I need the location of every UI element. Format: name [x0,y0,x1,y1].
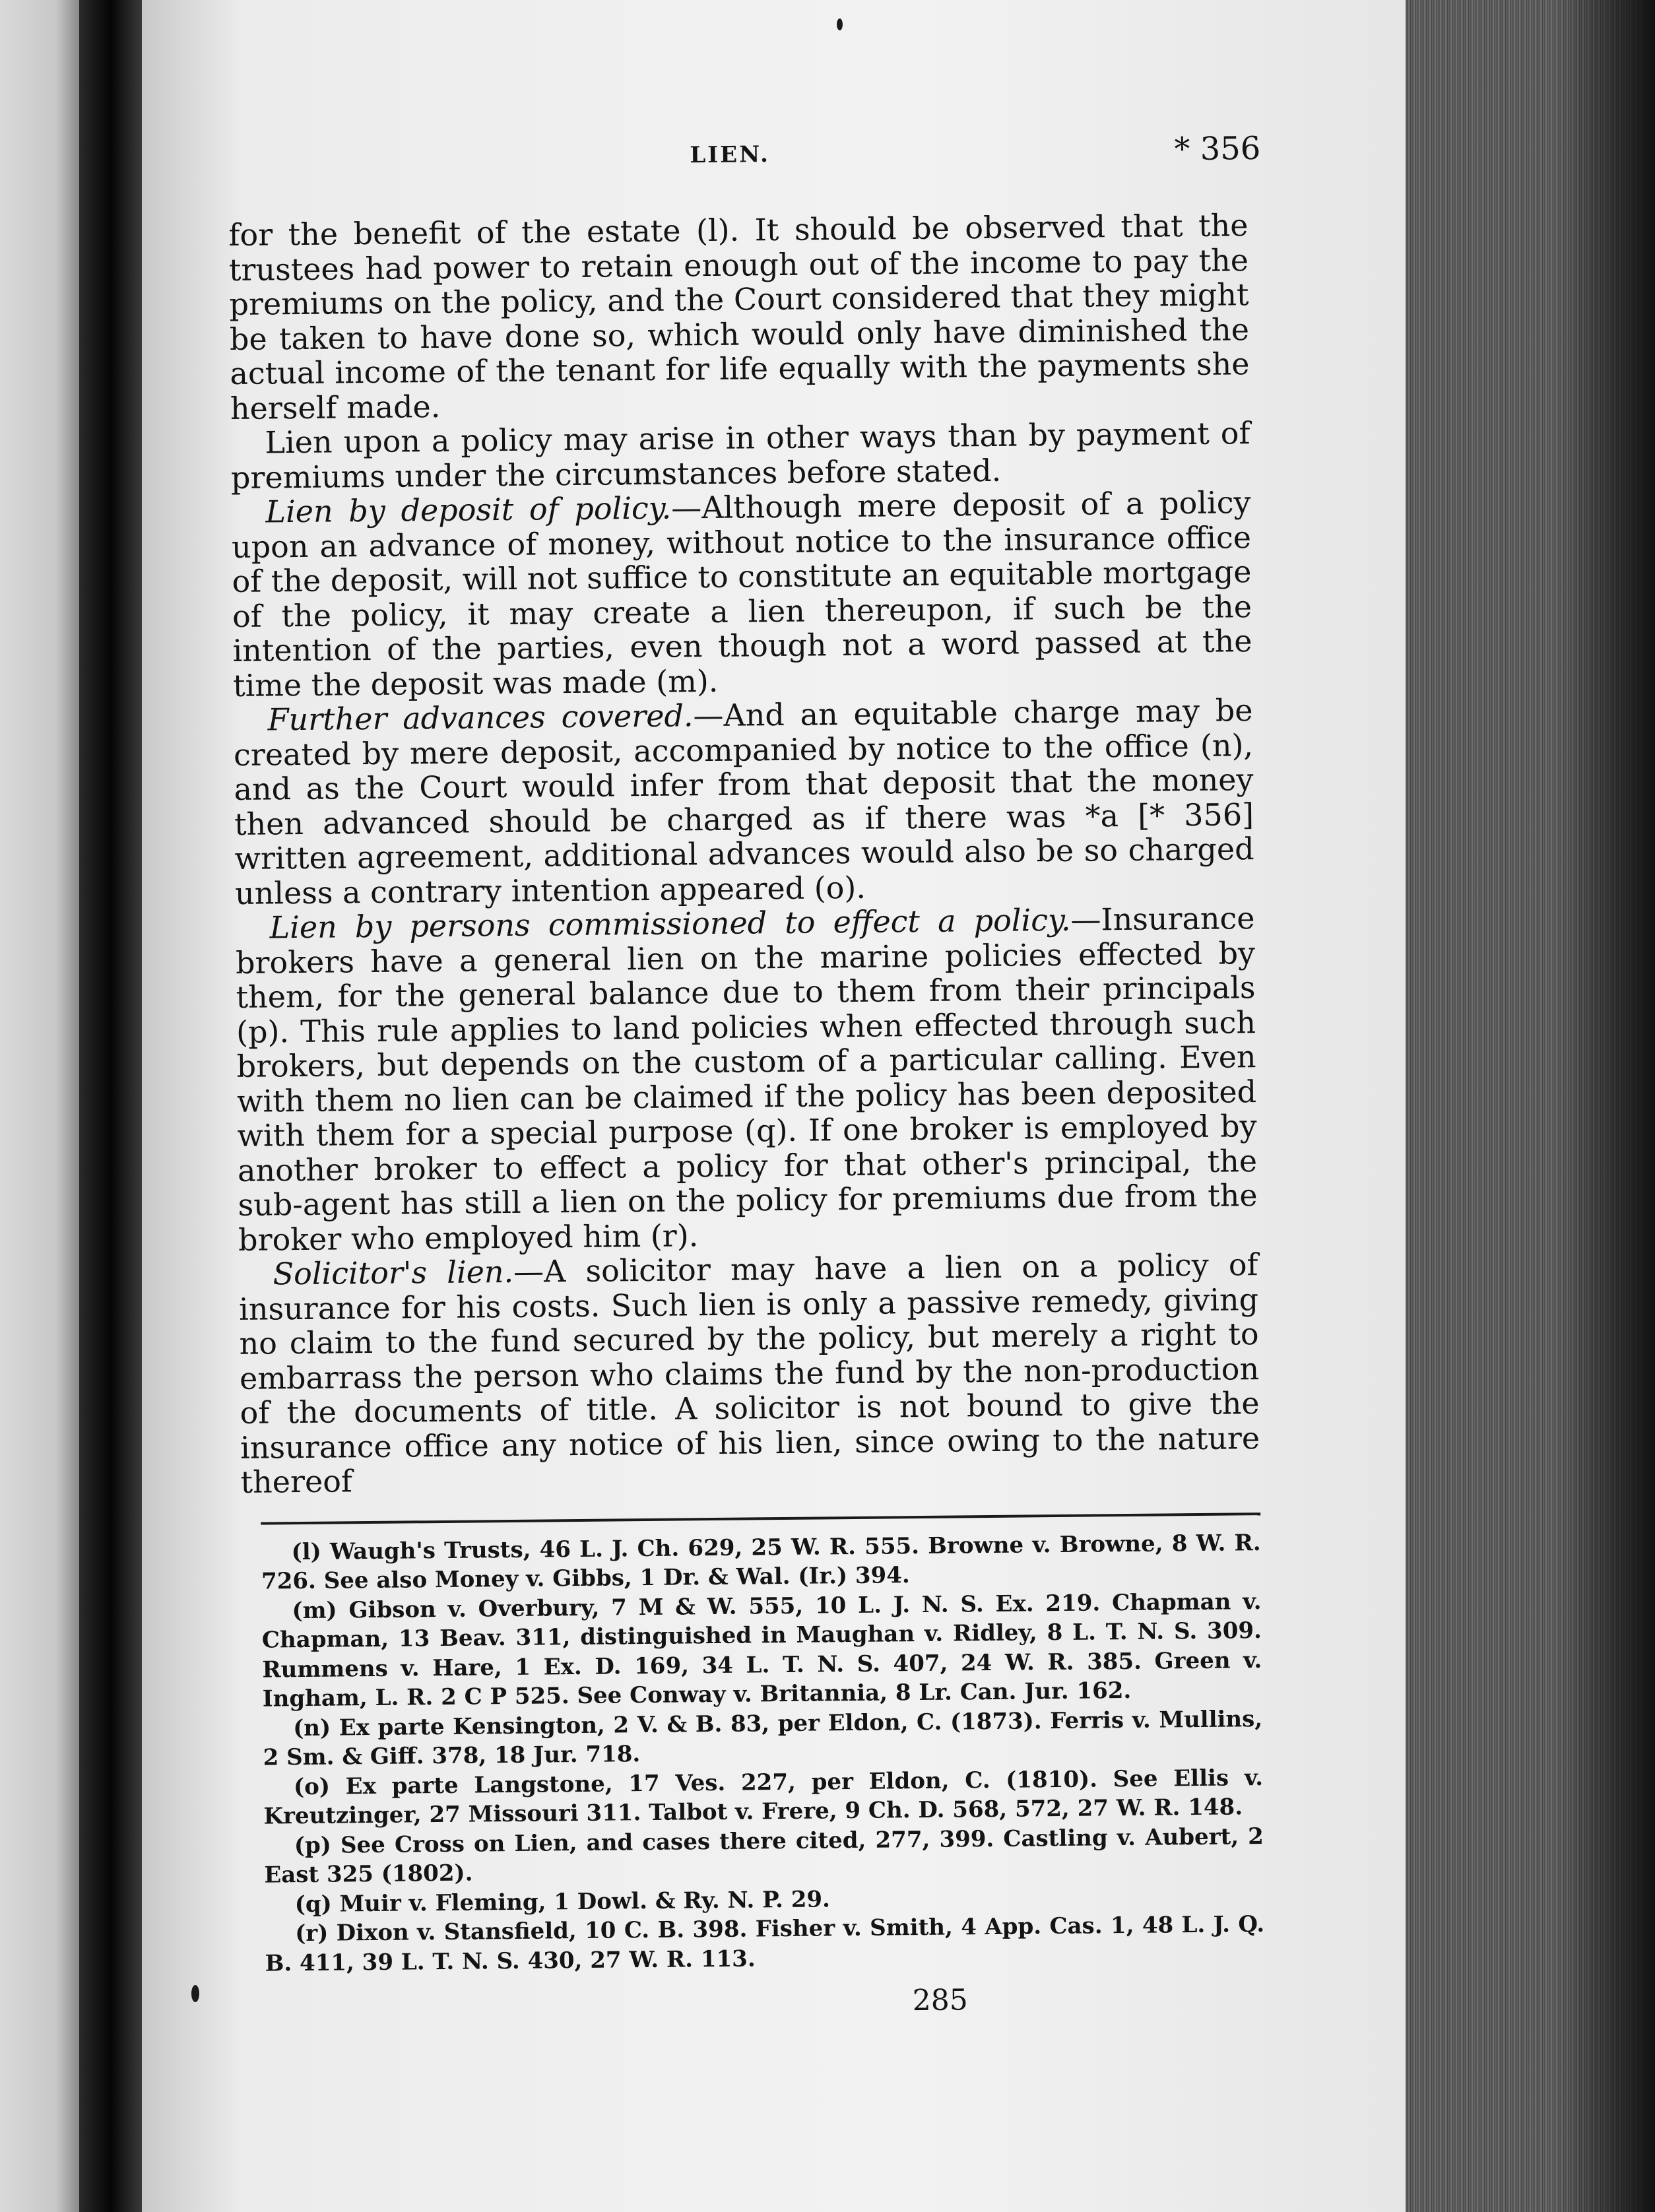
footnote: (r) Dixon v. Stansfield, 10 C. B. 398. Fisher v. Smith, 4 App. Cas. 1, 48 L. J. Q. B. 411, 39 L. T. N. S. 430, 27 W. R. 113. [265,1911,1265,1977]
running-head-title: LIEN. [690,141,771,169]
facing-page-edge [0,0,79,2212]
paragraph: Further advances covered.—And an equitable charge may be created by mere deposit, accompanied by notice to the office (n), and as the Court would infer from that deposit that the money then advanced should be charged as if there was *a [* 356] written agreement, additional advances would also be so charged unless a contrary intention appeared (o). [233,692,1254,911]
footnote: (l) Waugh's Trusts, 46 L. J. Ch. 629, 25 W. R. 555. Browne v. Browne, 8 W. R. 726. See also Money v. Gibbs, 1 Dr. & Wal. (Ir.) 394. [261,1529,1261,1595]
side-heading: Further advances covered. [267,698,694,738]
footnote: (p) See Cross on Lien, and cases there cited, 277, 399. Castling v. Aubert, 2 East 325 (1802). [264,1823,1264,1889]
book-gutter [79,0,142,2212]
ink-speck [191,1985,199,2002]
page-stack-edges [1406,0,1655,2212]
footnote: (n) Ex parte Kensington, 2 V. & B. 83, per Eldon, C. (1873). Ferris v. Mullins, 2 Sm. & Giff. 378, 18 Jur. 718. [263,1705,1263,1771]
paragraph: Solicitor's lien.—A solicitor may have a lien on a policy of insurance for his costs. Such lien is only a passive remedy, giving no claim to the fund secured by the policy, but merely a right to embarrass the person who claims the fund by the non-production of the documents of title. A solicitor is not bound to give the insurance office any notice of his lien, since owing to the nature thereof [238,1247,1260,1500]
side-heading: Lien by persons commissioned to effect a policy. [269,901,1071,946]
body-text [228,208,1260,1499]
footnote: (m) Gibson v. Overbury, 7 M & W. 555, 10 L. J. N. S. Ex. 219. Chapman v. Chapman, 13 Beav. 311, distinguished in Maughan v. Ridley, 8 L. T. N. S. 309. Rummens v. Hare, 1 Ex. D. 169, 34 L. T. N. S. 407, 24 W. R. 385. Green v. Ingham, L. R. 2 C P 525. See Conway v. Britannia, 8 Lr. Can. Jur. 162. [261,1588,1262,1712]
footnote: (o) Ex parte Langstone, 17 Ves. 227, per Eldon, C. (1810). See Ellis v. Kreutzinger, 27 Missouri 311. Talbot v. Frere, 9 Ch. D. 568, 572, 27 W. R. 148. [263,1764,1264,1830]
side-heading: Solicitor's lien. [273,1253,514,1292]
running-head [228,122,1261,185]
footnote: (q) Muir v. Fleming, 1 Dowl. & Ry. N. P. 29. [294,1885,831,1918]
side-heading: Lien by deposit of policy. [265,490,672,530]
ink-speck [837,18,843,30]
paragraph: for the benefit of the estate (l). It should be observed that the trustees had power to retain enough out of the income to pay the premiums on the policy, and the Court considered that they might be taken to have done so, which would only have diminished the actual income of the tenant for life equally with the payments she herself made. [228,207,1250,426]
paragraph: Lien upon a policy may arise in other ways than by payment of premiums under the circumstances before stated. [230,415,1250,496]
footnotes [241,1528,1264,1978]
page-number: 285 [912,1983,968,2018]
running-head-page-ref: * 356 [1174,129,1261,168]
paragraph: Lien by persons commissioned to effect a policy.—Insurance brokers have a general lien on the marine policies effected by them, for the general balance due to them from their principals (p). This rule applies to land policies when effected through such brokers, but depends on the custom of a particular calling. Even with them no lien can be claimed if the policy has been deposited with them for a special purpose (q). If one broker is employed by another broker to effect a policy for that other's principal, the sub-agent has still a lien on the policy for premiums due from the broker who employed him (r). [235,900,1258,1258]
page-content [228,122,1265,2024]
paragraph: Lien by deposit of policy.—Although mere deposit of a policy upon an advance of money, without notice to the insurance office of the deposit, will not suffice to constitute an equitable mortgage of the policy, it may create a lien thereupon, if such be the intention of the parties, even though not a word passed at the time the deposit was made (m). [231,484,1252,703]
footnote-rule [261,1513,1260,1525]
